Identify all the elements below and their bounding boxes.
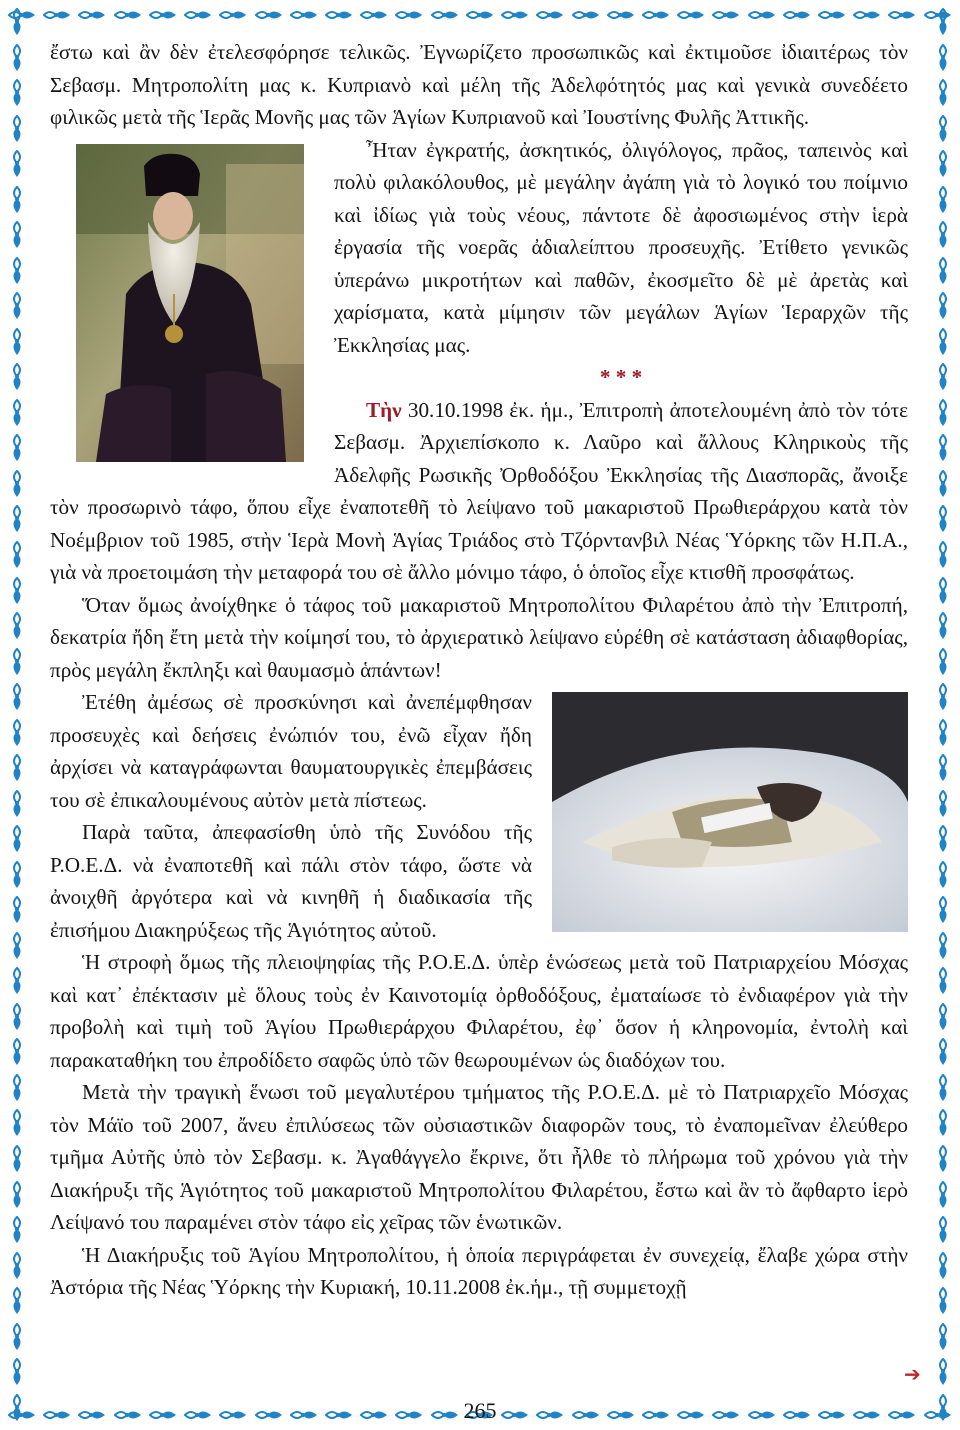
ornament-motif (712, 5, 740, 25)
ornament-motif (933, 150, 953, 178)
ornament-motif (783, 5, 811, 25)
ornament-motif (933, 257, 953, 285)
ornament-motif (7, 932, 27, 960)
paragraph-8: Μετὰ τὴν τραγικὴ ἕνωσι τοῦ μεγαλυτέρου τμήματος τῆς Ρ.Ο.Ε.Δ. μὲ τὸ Πατριαρχεῖο Μόσχας τὸν Μάϊο τοῦ 2007, ἄνευ ἐπιλύσεως τῶν οὐσιαστικῶν διαφορῶν τους, τὸ ἐναπομεῖναν ἐλεύθερο τμῆμα Αὐτῆς ὑπὸ τὸν Σεβασμ. κ. Ἀγαθάγγελο ἔκρινε, ὅτι ἦλθε τὸ πλήρωμα τοῦ χρόνου γιὰ τὴν Διακήρυξι τῆς Ἁγιότητος τοῦ μακαριστοῦ Μητροπολίτου Φιλαρέτου, ἔστω καὶ ἂν τὸ ἄφθαρτο ἱερὸ Λείψανό του παραμένει στὸν τάφο εἰς χεῖρας τῶν ἑνωτικῶν. (50, 1080, 908, 1234)
ornament-motif (7, 1145, 27, 1173)
right-arrow-icon: ➔ (904, 1362, 921, 1386)
ornament-motif (933, 683, 953, 711)
ornament-motif (933, 186, 953, 214)
ornament-motif (7, 363, 27, 391)
ornament-motif (933, 612, 953, 640)
paragraph-2: Ἦταν ἐγκρατής, ἀσκητικός, ὀλιγόλογος, πρᾶος, ταπεινὸς καὶ πολὺ φιλακόλουθος, μὲ μεγάλην ἀγάπη γιὰ τὸ λογικό του ποίμνιο καὶ ἰδίως γιὰ τοὺς νέους, πάντοτε δὲ ἀφοσιωμένος στὴν ἱερὰ ἐργασία τῆς νοερᾶς ἀδιαλείπτου προσευχῆς. Ἐτίθετο γενικῶς ὑπεράνω μικροτήτων καὶ παθῶν, ἐκοσμεῖτο δὲ μὲ ἀρετὰς καὶ χαρίσματα, κατὰ μίμησιν τῶν μεγάλων Ἁγίων Ἱεραρχῶν τῆς Ἐκκλησίας μας. (334, 137, 908, 357)
ornament-motif (7, 150, 27, 178)
ornament-motif (933, 505, 953, 533)
ornament-motif (290, 5, 318, 25)
paragraph-9: Ἡ Διακήρυξις τοῦ Ἁγίου Μητροπολίτου, ἡ ὁποία περιγράφεται ἐν συνεχείᾳ, ἔλαβε χώρα στὴν Ἀστόρια τῆς Νέας Ὑόρκης τὴν Κυριακή, 10.11.2008 ἐκ.ἡμ., τῇ συμμετοχῇ (50, 1242, 908, 1299)
ornament-motif (748, 1405, 776, 1425)
ornament-motif (933, 648, 953, 676)
ornament-motif (933, 967, 953, 995)
section-divider-stars: * * * (599, 365, 643, 389)
ornament-motif (642, 5, 670, 25)
ornament-motif (7, 1181, 27, 1209)
ornament-motif (933, 79, 953, 107)
ornament-motif (888, 1405, 916, 1425)
ornament-motif (7, 896, 27, 924)
paragraph-5: Ἐτέθη ἀμέσως σὲ προσκύνησι καὶ ἀνεπέμφθησαν προσευχὲς καὶ δεήσεις ἐνώπιόν του, ἐνῶ εἶχαν ἤδη ἀρχίσει νὰ καταγράφωνται θαυματουργικὲς ἐπεμβάσεις του σὲ ἐπικαλουμένους αὐτὸν μετὰ πίστεως. (50, 690, 532, 812)
ornament-motif (7, 328, 27, 356)
ornament-motif (933, 541, 953, 569)
ornament-motif (7, 257, 27, 285)
ornament-motif (712, 1405, 740, 1425)
ornament-motif (7, 577, 27, 605)
ornament-motif (924, 1405, 952, 1425)
ornament-motif (184, 5, 212, 25)
ornament-motif (7, 1074, 27, 1102)
ornament-motif (7, 399, 27, 427)
ornament-motif (933, 754, 953, 782)
ornament-motif (395, 5, 423, 25)
ornament-motif (7, 648, 27, 676)
ornament-motif (7, 541, 27, 569)
ornament-motif (7, 292, 27, 320)
ornament-motif (933, 896, 953, 924)
right-ornament-border (928, 8, 958, 1422)
ornament-motif (933, 399, 953, 427)
ornament-motif (933, 292, 953, 320)
ornament-motif (933, 44, 953, 72)
ornament-motif (7, 967, 27, 995)
ornament-motif (748, 5, 776, 25)
ornament-motif (933, 1074, 953, 1102)
ornament-motif (325, 1405, 353, 1425)
ornament-motif (933, 1216, 953, 1244)
photo-incorrupt-relics (552, 692, 908, 932)
ornament-motif (7, 1109, 27, 1137)
paragraph-4-start (50, 589, 908, 687)
ornament-motif (572, 1405, 600, 1425)
paragraph-7: Ἡ στροφὴ ὅμως τῆς πλειοψηφίας τῆς Ρ.Ο.Ε.Δ. ὑπὲρ ἑνώσεως μετὰ τοῦ Πατριαρχείου Μόσχας καὶ κατ᾿ ἐπέκτασιν μὲ ὅλους τοὺς ἐν Καινοτομίᾳ ὀρθοδόξους, ἐματαίωσε τὸ ἐνδιαφέρον γιὰ τὴν προβολὴ καὶ τιμὴ τοῦ Ἁγίου Πρωθιεράρχου Φιλαρέτου, ἐφ᾿ ὅσον ἡ κληρονομία, ἐντολὴ καὶ παρακαταθήκη του ἐπροδίδετο σαφῶς ὑπὸ τῶν θεωρουμένων ὡς διαδόχων του. (50, 950, 908, 1072)
ornament-motif (933, 719, 953, 747)
ornament-motif (43, 5, 71, 25)
ornament-motif (360, 1405, 388, 1425)
ornament-motif (933, 1145, 953, 1173)
paragraph-3-body: 30.10.1998 ἐκ. ἡμ., Ἐπιτροπὴ ἀποτελουμένη ἀπὸ τὸν τότε Σεβασμ. Ἀρχιεπίσκοπο κ. Λαῦρο καὶ ἄλλους Κληρικοὺς τῆς Ἀδελφῆς Ρωσικῆς Ὀρθοδόξου Ἐκκλησίας τῆς Διασπορᾶς, ἄνοιξε τὸν προσωρινὸ τάφο, ὅπου εἶχε ἐναποτεθῆ τὸ λείψανο τοῦ μακαριστοῦ Πρωθιεράρχου κατὰ τὸν Νοέμβριον τοῦ 1985, στὴν Ἱερὰ Μονὴ Ἁγίας Τριάδος στὸ Τζόρντανβιλ Νέας Ὑόρκης τῶν Η.Π.Α., γιὰ νὰ προετοιμάση τὴν μεταφορά του σὲ ἄλλο μόνιμο τάφο, ὁ ὁποῖος εἶχε κτισθῆ προσφάτως. (50, 397, 908, 584)
ornament-motif (933, 1358, 953, 1386)
ornament-motif (149, 5, 177, 25)
ornament-motif (7, 825, 27, 853)
ornament-motif (7, 612, 27, 640)
ornament-motif (184, 1405, 212, 1425)
ornament-motif (933, 115, 953, 143)
ornament-motif (677, 5, 705, 25)
ornament-motif (933, 363, 953, 391)
ornament-motif (7, 505, 27, 533)
ornament-motif (395, 1405, 423, 1425)
ornament-motif (853, 5, 881, 25)
ornament-motif (255, 1405, 283, 1425)
ornament-motif (7, 683, 27, 711)
ornament-motif (933, 470, 953, 498)
ornament-motif (7, 1323, 27, 1351)
ornament-motif (783, 1405, 811, 1425)
ornament-motif (78, 1405, 106, 1425)
ornament-motif (677, 1405, 705, 1425)
ornament-motif (43, 1405, 71, 1425)
ornament-motif (642, 1405, 670, 1425)
ornament-motif (7, 221, 27, 249)
ornament-motif (818, 5, 846, 25)
ornament-motif (933, 1003, 953, 1031)
ornament-motif (7, 434, 27, 462)
ornament-motif (536, 1405, 564, 1425)
ornament-motif (7, 861, 27, 889)
ornament-motif (8, 1405, 36, 1425)
ornament-motif (114, 5, 142, 25)
ornament-motif (818, 1405, 846, 1425)
paragraph-3-lead: Τὴν (366, 397, 402, 422)
ornament-motif (7, 1038, 27, 1066)
ornament-motif (888, 5, 916, 25)
ornament-motif (933, 861, 953, 889)
ornament-motif (7, 115, 27, 143)
ornament-motif (7, 1003, 27, 1031)
ornament-motif (7, 44, 27, 72)
paragraph-1: ἔστω καὶ ἂν δὲν ἐτελεσφόρησε τελικῶς. Ἐγνωρίζετο προσωπικῶς καὶ ἐκτιμοῦσε ἰδιαιτέρως τὸν Σεβασμ. Μητροπολίτη μας κ. Κυπριανὸ καὶ μέλη τῆς Ἀδελφότητός μας καὶ γενικὰ συνεδέετο φιλικῶς μετὰ τῆς Ἱερᾶς Μονῆς μας τῶν Ἁγίων Κυπριανοῦ καὶ Ἰουστίνης Φυλῆς Ἀττικῆς. (50, 40, 908, 129)
ornament-motif (933, 825, 953, 853)
ornament-motif (933, 932, 953, 960)
ornament-motif (114, 1405, 142, 1425)
ornament-motif (290, 1405, 318, 1425)
ornament-motif (933, 1252, 953, 1280)
ornament-motif (853, 1405, 881, 1425)
ornament-motif (536, 5, 564, 25)
ornament-motif (7, 1252, 27, 1280)
ornament-motif (607, 5, 635, 25)
ornament-motif (7, 719, 27, 747)
photo-hierarch-portrait (76, 144, 304, 462)
ornament-motif (933, 1323, 953, 1351)
top-ornament-border (8, 0, 952, 30)
ornament-motif (219, 5, 247, 25)
left-ornament-border (2, 8, 32, 1422)
ornament-motif (933, 221, 953, 249)
page-body (50, 36, 908, 1304)
paragraph-4: Ὅταν ὅμως ἀνοίχθηκε ὁ τάφος τοῦ μακαριστοῦ Μητροπολίτου Φιλαρέτου ἀπὸ τὴν Ἐπιτροπή, δεκατρία ἤδη ἔτη μετὰ τὴν κοίμησί του, τὸ ἀρχιερατικὸ λείψανο εὑρέθη σὲ κατάσταση ἀδιαφθορίας, πρὸς μεγάλη ἔκπληξι καὶ θαυμασμὸ ἁπάντων! (50, 592, 908, 682)
ornament-motif (7, 186, 27, 214)
ornament-motif (219, 1405, 247, 1425)
ornament-motif (7, 1287, 27, 1315)
ornament-motif (431, 5, 459, 25)
ornament-motif (466, 5, 494, 25)
ornament-motif (7, 79, 27, 107)
ornament-motif (933, 434, 953, 462)
ornament-motif (933, 577, 953, 605)
ornament-motif (933, 790, 953, 818)
ornament-motif (933, 1181, 953, 1209)
ornament-motif (7, 1216, 27, 1244)
ornament-motif (7, 470, 27, 498)
ornament-motif (149, 1405, 177, 1425)
ornament-motif (8, 5, 36, 25)
ornament-motif (924, 5, 952, 25)
ornament-motif (933, 328, 953, 356)
ornament-motif (7, 754, 27, 782)
ornament-motif (78, 5, 106, 25)
ornament-motif (933, 1287, 953, 1315)
ornament-motif (255, 5, 283, 25)
ornament-motif (933, 1109, 953, 1137)
paragraph-6: Παρὰ ταῦτα, ἀπεφασίσθη ὑπὸ τῆς Συνόδου τῆς Ρ.Ο.Ε.Δ. νὰ ἐναποτεθῆ καὶ πάλι στὸν τάφο, ὥστε νὰ ἀνοιχθῆ ἀργότερα καὶ νὰ κινηθῆ ἡ διαδικασία τῆς ἐπισήμου Διακηρύξεως τῆς Ἁγιότητος αὐτοῦ. (50, 820, 532, 942)
ornament-motif (7, 1358, 27, 1386)
ornament-motif (572, 5, 600, 25)
ornament-motif (607, 1405, 635, 1425)
ornament-motif (501, 5, 529, 25)
ornament-motif (933, 1038, 953, 1066)
ornament-motif (325, 5, 353, 25)
page-number: 265 (463, 1398, 497, 1423)
ornament-motif (360, 5, 388, 25)
ornament-motif (7, 790, 27, 818)
